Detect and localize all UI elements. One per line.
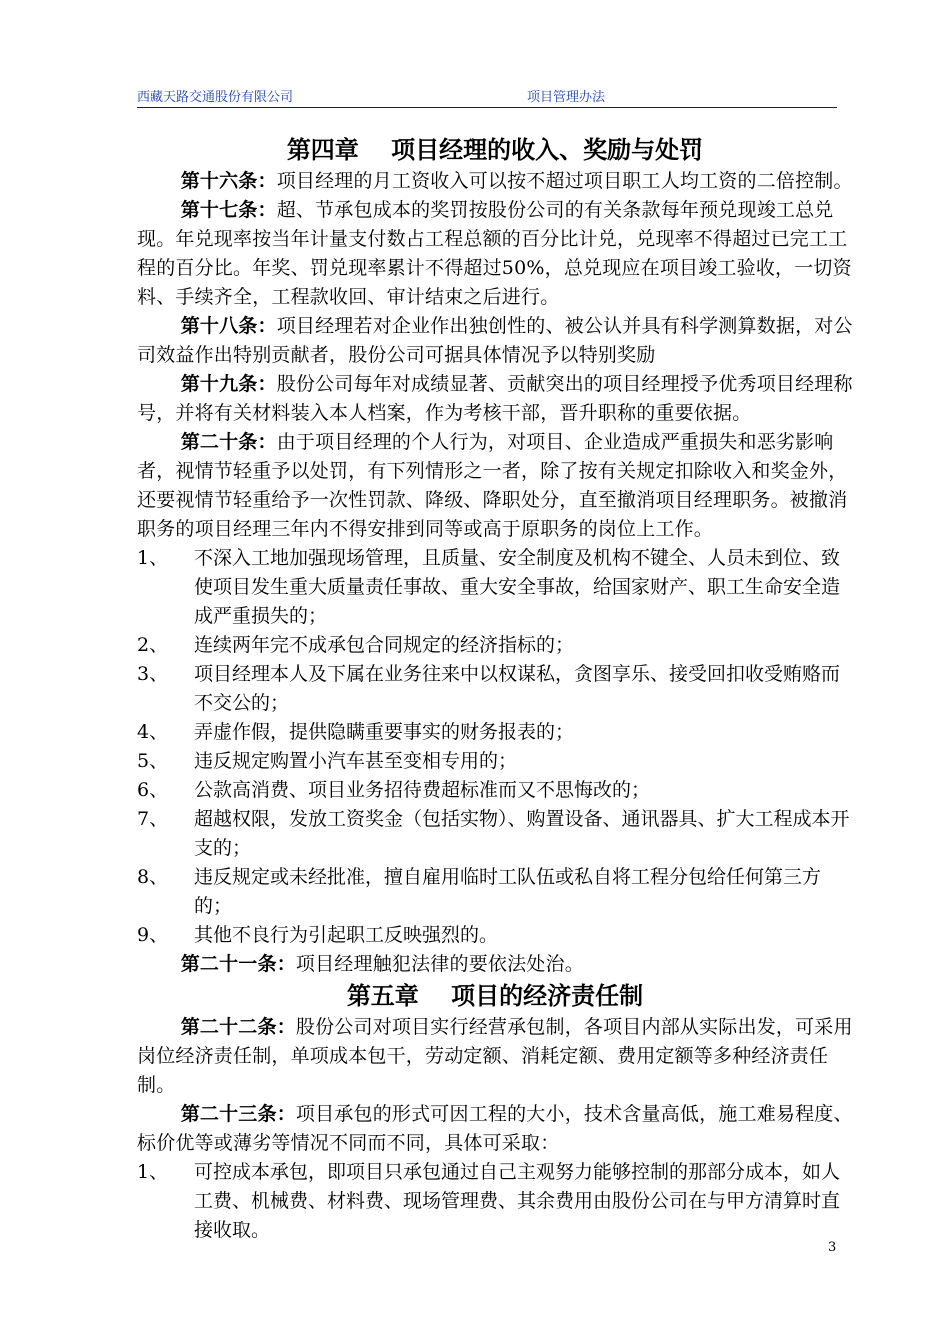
article-20 bbox=[137, 428, 853, 544]
list-item bbox=[137, 1158, 853, 1245]
article-text: 由于项目经理的个人行为，对项目、企业造成严重损失和恶劣影响者，视情节轻重予以处罚，有下列情形之一者，除了按有关规定扣除收入和奖金外，还要视情节轻重给予一次性罚款、降级、降职处分，直至撤消项目经理职务。被撤消职务的项目经理三年内不得安排到同等或高于原职务的岗位上工作。 bbox=[137, 431, 848, 540]
article-text: 项目经理若对企业作出独创性的、被公认并具有科学测算数据，对公司效益作出特别贡献者，股份公司可据具体情况予以特别奖励 bbox=[137, 315, 853, 366]
list-number: 4、 bbox=[137, 721, 169, 743]
list-item bbox=[137, 747, 853, 776]
list-number: 9、 bbox=[137, 924, 169, 946]
article-19 bbox=[137, 370, 853, 428]
article-21 bbox=[137, 950, 853, 979]
chapter-4-title: 第四章 项目经理的收入、奖励与处罚 bbox=[286, 135, 704, 164]
list-text: 违反规定或未经批准，擅自雇用临时工队伍或私自将工程分包给任何第三方的； bbox=[194, 866, 822, 917]
header-rule bbox=[137, 107, 837, 108]
article-text: 股份公司每年对成绩显著、贡献突出的项目经理授予优秀项目经理称号，并将有关材料装入本人档案，作为考核干部，晋升职称的重要依据。 bbox=[137, 373, 853, 424]
list-item bbox=[137, 805, 853, 863]
page-number: 3 bbox=[828, 1240, 837, 1255]
list-number: 7、 bbox=[137, 808, 169, 830]
article-16 bbox=[137, 167, 853, 196]
list-text: 其他不良行为引起职工反映强烈的。 bbox=[194, 924, 499, 946]
article-18 bbox=[137, 312, 853, 370]
list-number: 1、 bbox=[137, 547, 169, 569]
list-text: 弄虚作假，提供隐瞒重要事实的财务报表的； bbox=[194, 721, 575, 743]
penalty-list bbox=[137, 544, 853, 950]
list-item bbox=[137, 863, 853, 921]
list-text: 连续两年完不成承包合同规定的经济指标的； bbox=[194, 634, 575, 656]
article-label: 第二十条： bbox=[180, 431, 277, 453]
article-text: 股份公司对项目实行经营承包制，各项目内部从实际出发，可采用岗位经济责任制，单项成本包干，劳动定额、消耗定额、费用定额等多种经济责任制。 bbox=[137, 1016, 853, 1096]
list-text: 不深入工地加强现场管理，且质量、安全制度及机构不键全、人员未到位、致使项目发生重大质量责任事故、重大安全事故，给国家财产、职工生命安全造成严重损失的； bbox=[194, 547, 841, 627]
list-number: 8、 bbox=[137, 866, 169, 888]
page-body bbox=[137, 133, 853, 1245]
list-item bbox=[137, 660, 853, 718]
header-company: 西藏天路交通股份有限公司 bbox=[137, 90, 294, 105]
article-label: 第十七条： bbox=[180, 199, 277, 221]
list-text: 超越权限，发放工资奖金（包括实物）、购置设备、通讯器具、扩大工程成本开支的； bbox=[194, 808, 850, 859]
list-item bbox=[137, 921, 853, 950]
list-text: 可控成本承包，即项目只承包通过自己主观努力能够控制的那部分成本，如人工费、机械费、材料费、现场管理费、其余费用由股份公司在与甲方清算时直接收取。 bbox=[194, 1161, 841, 1241]
list-text: 公款高消费、项目业务招待费超标准而又不思悔改的； bbox=[194, 779, 651, 801]
article-label: 第二十三条： bbox=[180, 1103, 296, 1125]
article-label: 第十九条： bbox=[180, 373, 277, 395]
article-23 bbox=[137, 1100, 853, 1158]
article-text: 项目经理触犯法律的要依法处治。 bbox=[295, 953, 584, 975]
article-text: 项目承包的形式可因工程的大小，技术含量高低，施工难易程度、标价优等或薄劣等情况不同而不同，具体可采取： bbox=[137, 1103, 853, 1154]
article-label: 第十六条： bbox=[180, 170, 277, 192]
contract-form-list bbox=[137, 1158, 853, 1245]
article-17 bbox=[137, 196, 853, 312]
article-label: 第十八条： bbox=[180, 315, 277, 337]
list-item bbox=[137, 631, 853, 660]
list-item bbox=[137, 776, 853, 805]
list-number: 3、 bbox=[137, 663, 169, 685]
article-text: 项目经理的月工资收入可以按不超过项目职工人均工资的二倍控制。 bbox=[276, 170, 853, 192]
list-number: 1、 bbox=[137, 1161, 169, 1183]
article-text: 超、节承包成本的奖罚按股份公司的有关条款每年预兑现竣工总兑现。年兑现率按当年计量支付数占工程总额的百分比计兑，兑现率不得超过已完工工程的百分比。年奖、罚兑现率累计不得超过50%，总兑现应在项目竣工验收，一切资料、手续齐全，工程款收回、审计结束之后进行。 bbox=[137, 199, 852, 308]
chapter-5-title: 第五章 项目的经济责任制 bbox=[346, 981, 644, 1010]
list-item bbox=[137, 544, 853, 631]
list-text: 项目经理本人及下属在业务往来中以权谋私，贪图享乐、接受回扣收受贿赂而不交公的； bbox=[194, 663, 841, 714]
list-number: 2、 bbox=[137, 634, 169, 656]
article-label: 第二十二条： bbox=[180, 1016, 296, 1038]
list-number: 5、 bbox=[137, 750, 169, 772]
list-text: 违反规定购置小汽车甚至变相专用的； bbox=[194, 750, 518, 772]
list-number: 6、 bbox=[137, 779, 169, 801]
header-doc-title: 项目管理办法 bbox=[527, 90, 606, 105]
article-label: 第二十一条： bbox=[180, 953, 296, 975]
list-item bbox=[137, 718, 853, 747]
article-22 bbox=[137, 1013, 853, 1100]
